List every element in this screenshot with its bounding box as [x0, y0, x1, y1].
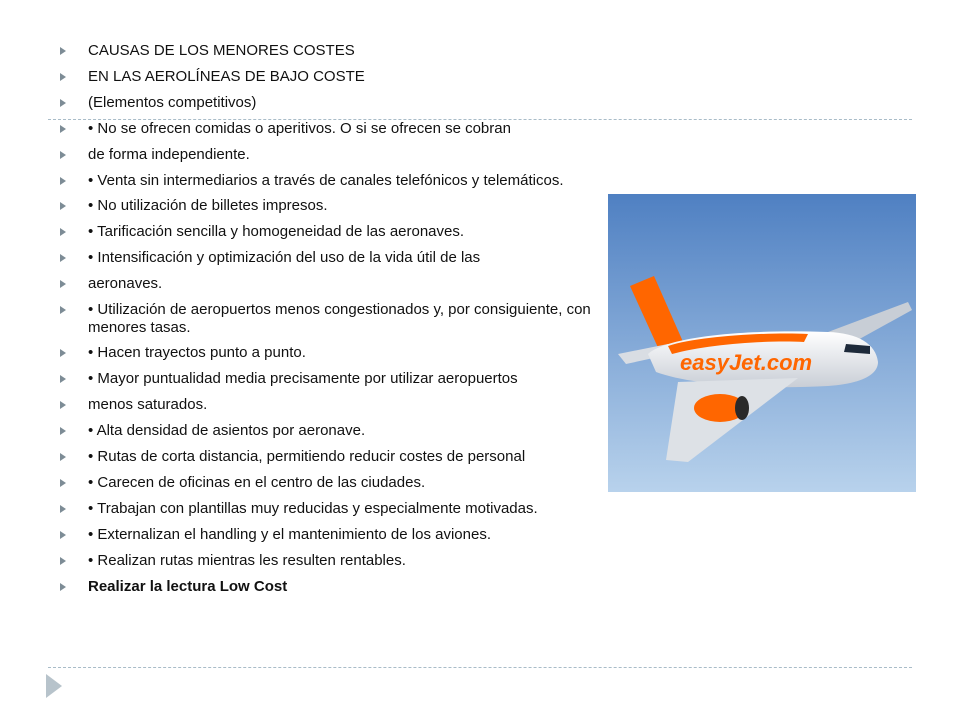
- list-item: • Hacen trayectos punto a punto.: [58, 344, 606, 362]
- list-item: • Tarificación sencilla y homogeneidad de las aeronaves.: [58, 223, 606, 241]
- triangle-right-icon: [60, 453, 66, 461]
- list-item: menos saturados.: [58, 396, 606, 414]
- list-item: Realizar la lectura Low Cost: [58, 578, 606, 596]
- list-item: • Utilización de aeropuertos menos congestionados y, por consiguiente, con menores tasas.: [58, 301, 606, 337]
- triangle-right-icon: [60, 202, 66, 210]
- triangle-right-icon: [60, 280, 66, 288]
- triangle-right-icon: [60, 557, 66, 565]
- triangle-right-icon: [60, 125, 66, 133]
- list-item: (Elementos competitivos): [58, 94, 606, 112]
- list-item: • Realizan rutas mientras les resulten rentables.: [58, 552, 606, 570]
- next-slide-arrow-icon[interactable]: [46, 674, 62, 698]
- list-item: • Intensificación y optimización del uso de la vida útil de las: [58, 249, 606, 267]
- triangle-right-icon: [60, 306, 66, 314]
- triangle-right-icon: [60, 99, 66, 107]
- triangle-right-icon: [60, 583, 66, 591]
- airplane-illustration: [608, 194, 916, 492]
- list-item: • Mayor puntualidad media precisamente por utilizar aeropuertos: [58, 370, 606, 388]
- triangle-right-icon: [60, 505, 66, 513]
- triangle-right-icon: [60, 427, 66, 435]
- triangle-right-icon: [60, 151, 66, 159]
- triangle-right-icon: [60, 375, 66, 383]
- triangle-right-icon: [60, 47, 66, 55]
- list-item: • Venta sin intermediarios a través de canales telefónicos y telemáticos.: [58, 172, 606, 190]
- list-item: • Externalizan el handling y el mantenimiento de los aviones.: [58, 526, 606, 544]
- triangle-right-icon: [60, 401, 66, 409]
- list-item: • No se ofrecen comidas o aperitivos. O si se ofrecen se cobran: [58, 120, 606, 138]
- livery-text: easyJet.com: [680, 350, 813, 375]
- list-item: de forma independiente.: [58, 146, 606, 164]
- list-item: • Carecen de oficinas en el centro de las ciudades.: [58, 474, 606, 492]
- triangle-right-icon: [60, 228, 66, 236]
- triangle-right-icon: [60, 531, 66, 539]
- list-item: • Alta densidad de asientos por aeronave.: [58, 422, 606, 440]
- list-item: • Trabajan con plantillas muy reducidas y especialmente motivadas.: [58, 500, 606, 518]
- bullet-list: [58, 42, 606, 604]
- bottom-divider: [48, 667, 912, 668]
- list-item: • No utilización de billetes impresos.: [58, 197, 606, 215]
- triangle-right-icon: [60, 73, 66, 81]
- list-item: aeronaves.: [58, 275, 606, 293]
- list-item: EN LAS AEROLÍNEAS DE BAJO COSTE: [58, 68, 606, 86]
- triangle-right-icon: [60, 254, 66, 262]
- triangle-right-icon: [60, 177, 66, 185]
- list-item: • Rutas de corta distancia, permitiendo reducir costes de personal: [58, 448, 606, 466]
- airplane-photo: [608, 194, 916, 492]
- list-item: CAUSAS DE LOS MENORES COSTES: [58, 42, 606, 60]
- triangle-right-icon: [60, 479, 66, 487]
- triangle-right-icon: [60, 349, 66, 357]
- engine-intake: [735, 396, 749, 420]
